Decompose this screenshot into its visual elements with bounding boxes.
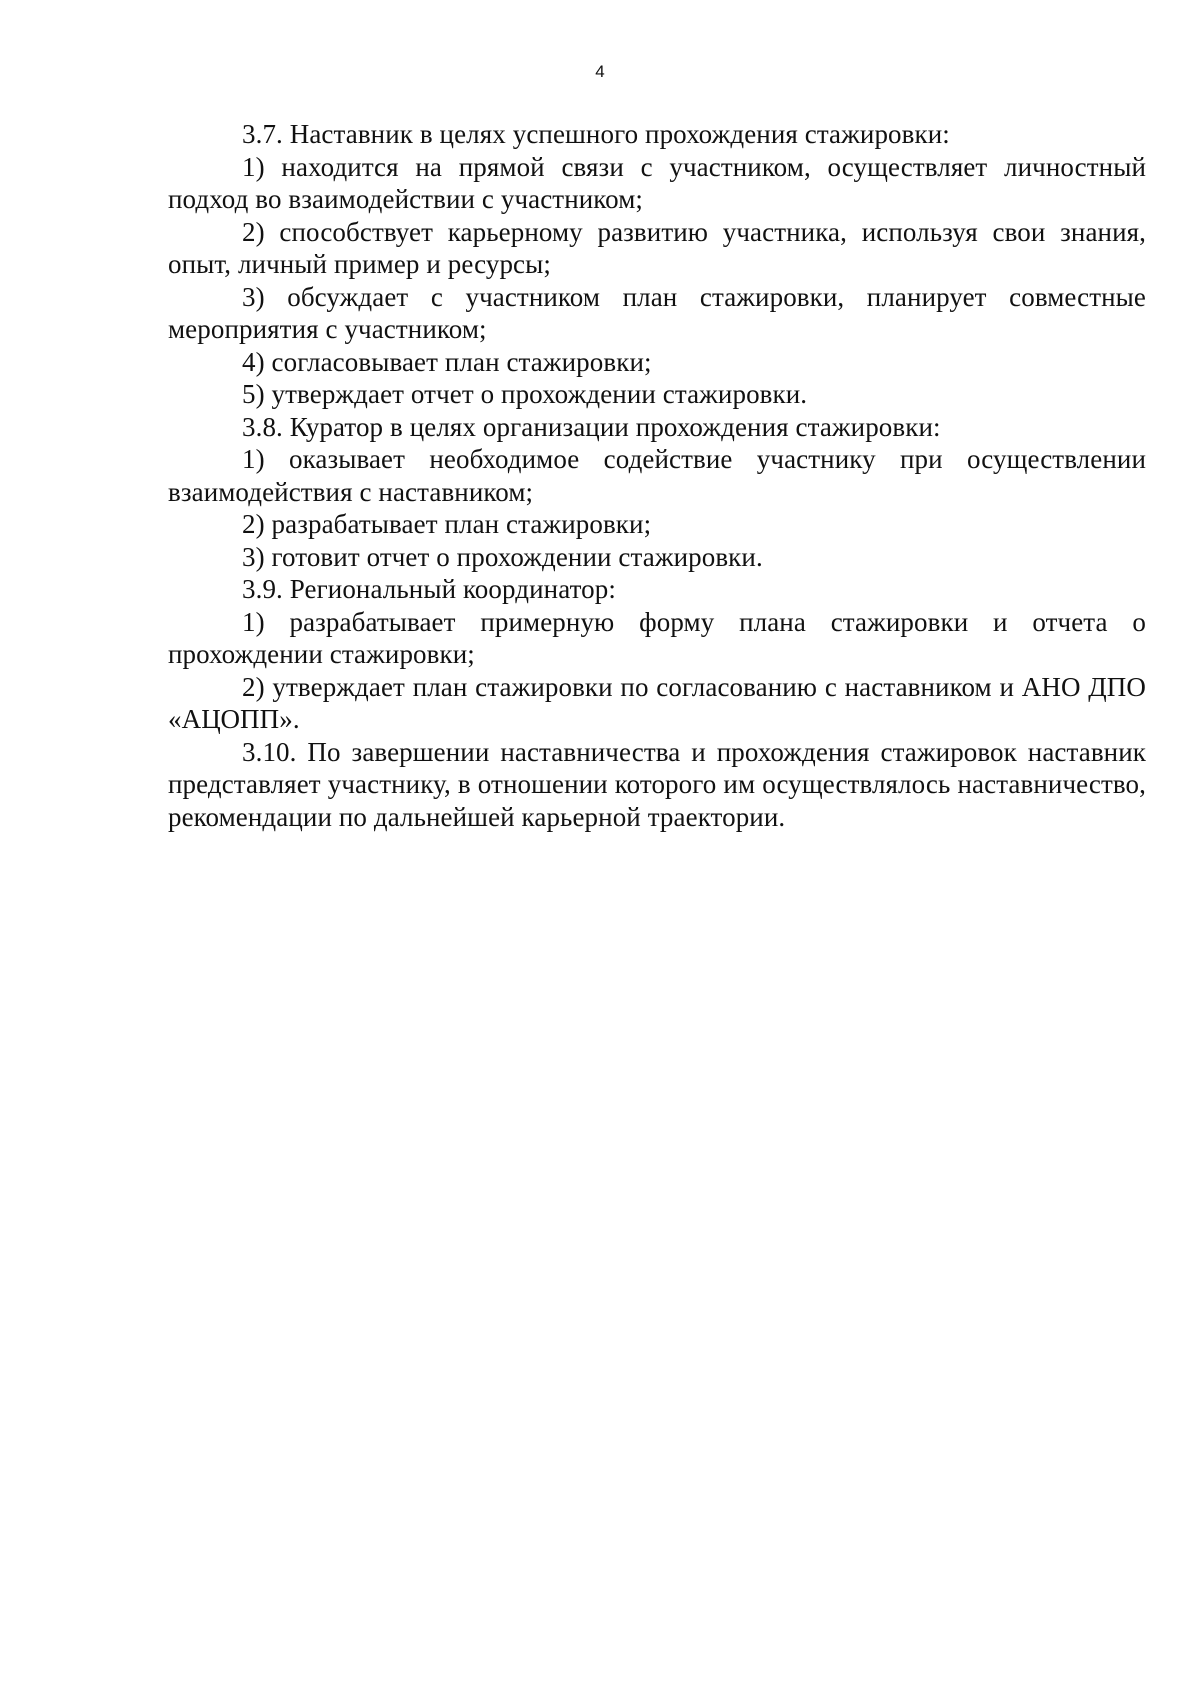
page-number: 4: [595, 62, 605, 81]
paragraph-3-8-item-1: 1) оказывает необходимое содействие участнику при осуществлении взаимодействия с наставником;: [168, 444, 1146, 507]
paragraph-3-7-item-2: 2) способствует карьерному развитию участника, используя свои знания, опыт, личный пример и ресурсы;: [168, 216, 1146, 279]
paragraph-3-10: 3.10. По завершении наставничества и прохождения стажировок наставник представляет участнику, в отношении которого им осуществлялось наставничество, рекомендации по дальнейшей карьерной траектории.: [168, 736, 1146, 832]
paragraph-3-7-heading: 3.7. Наставник в целях успешного прохождения стажировки:: [242, 119, 950, 149]
paragraph-3-7-item-5: 5) утверждает отчет о прохождении стажировки.: [242, 379, 808, 409]
paragraph-3-9-item-1: 1) разрабатывает примерную форму плана стажировки и отчета о прохождении стажировки;: [168, 606, 1146, 669]
paragraph-3-7-item-3: 3) обсуждает с участником план стажировки, планирует совместные мероприятия с участником;: [168, 281, 1146, 344]
paragraph-3-9-item-2: 2) утверждает план стажировки по согласованию с наставником и АНО ДПО «АЦОПП».: [168, 671, 1146, 734]
paragraph-3-8-item-3: 3) готовит отчет о прохождении стажировки.: [242, 541, 763, 572]
paragraph-3-8-heading: 3.8. Куратор в целях организации прохождения стажировки:: [242, 411, 941, 442]
paragraph-3-7-item-1: 1) находится на прямой связи с участником, осуществляет личностный подход во взаимодействии с участником;: [168, 151, 1146, 214]
paragraph-3-7-item-4: 4) согласовывает план стажировки;: [242, 346, 652, 377]
paragraph-3-9-heading: 3.9. Региональный координатор:: [242, 574, 616, 604]
document-body: [168, 118, 1146, 833]
paragraph-3-8-item-2: 2) разрабатывает план стажировки;: [242, 509, 652, 539]
